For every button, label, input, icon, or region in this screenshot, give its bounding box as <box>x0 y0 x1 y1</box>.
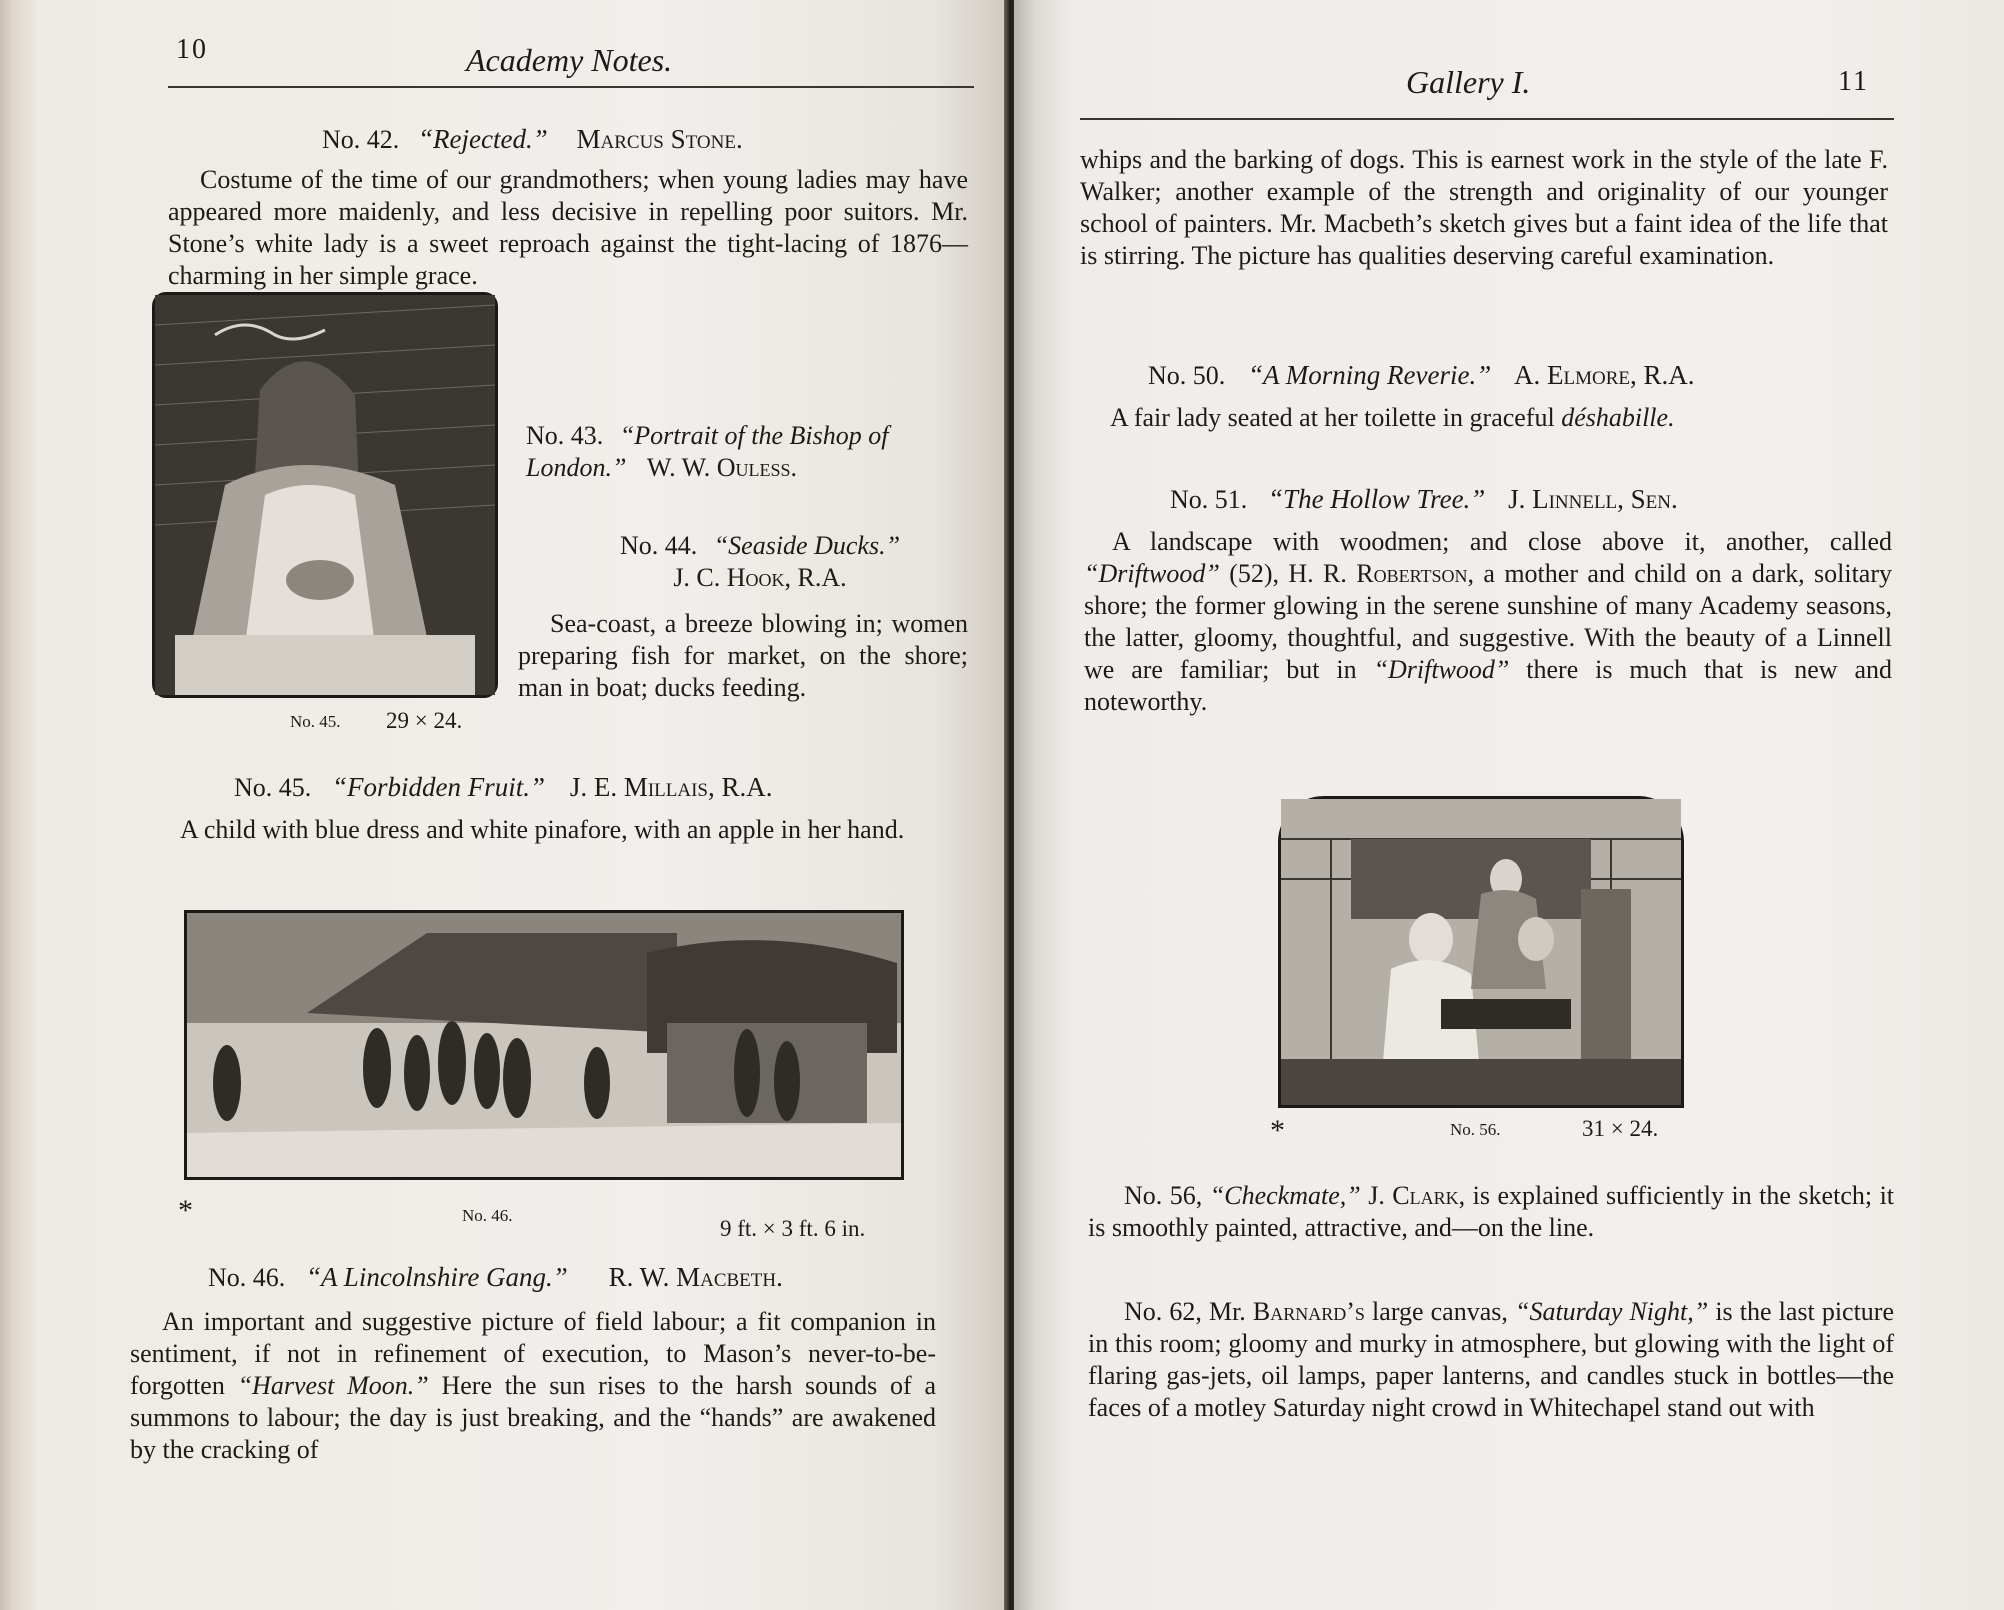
header-rule <box>1080 118 1894 120</box>
right-page <box>1014 0 2004 1610</box>
entry-artist: J. E. Millais, R.A. <box>569 772 773 802</box>
entry-46-heading <box>208 1262 783 1293</box>
entry-46-italic-title: “Harvest Moon.” <box>237 1371 429 1400</box>
entry-51-text-part: (52), H. R. <box>1219 559 1357 588</box>
entry-62-text-part: large canvas, <box>1364 1297 1515 1326</box>
entry-number: No. 50. <box>1148 361 1226 390</box>
entry-number: No. 46. <box>208 1263 286 1292</box>
engraving-chess-players-icon <box>1281 799 1681 1105</box>
entry-51-text-part: there is much that is new and noteworthy. <box>1084 655 1892 716</box>
entry-artist: R. W. Macbeth. <box>608 1262 783 1292</box>
entry-50-italic-word: déshabille. <box>1561 403 1675 432</box>
entry-45-text: A child with blue dress and white pinafore, with an apple in her hand. <box>180 815 905 844</box>
illustration-forbidden-fruit <box>152 292 498 698</box>
entry-title: “Rejected.” <box>418 124 548 154</box>
page-number: 10 <box>176 34 208 65</box>
entry-artist: J. Linnell, Sen. <box>1508 484 1678 514</box>
entry-title: “A Lincolnshire Gang.” <box>306 1262 568 1292</box>
entry-43-heading <box>526 420 966 484</box>
figure-56-caption: No. 56. <box>1450 1120 1501 1139</box>
entry-title: “Forbidden Fruit.” <box>332 772 546 802</box>
entry-50-heading <box>1148 360 1695 391</box>
illustration-lincolnshire-gang <box>184 910 904 1180</box>
entry-51-text-part: , a mother and child on a dark, solitary shore; the former glowing in the serene sunshine of many Academy seasons, the latter, gloomy, thoughtful, and suggestive. With the beauty of a Linnell we are familiar; but in <box>1084 559 1892 684</box>
figure-45-dimensions: 29 × 24. <box>386 708 463 733</box>
entry-42-text: Costume of the time of our grandmothers; when young ladies may have appeared more maidenly, and less decisive in repelling poor suitors. Mr. Stone’s white lady is a sweet reproach against the tight-lacing of 1876—charming in her simple grace. <box>168 165 968 290</box>
entry-51-text-part: A landscape with woodmen; and close above it, another, called <box>1112 527 1892 556</box>
entry-title: “Portrait of the Bishop of London.” <box>526 421 889 482</box>
entry-51-text <box>1084 526 1892 718</box>
running-head: Gallery I. <box>1406 64 1531 100</box>
entry-51-artist-name: Robertson <box>1356 559 1468 588</box>
entry-artist: Marcus Stone. <box>576 124 743 154</box>
running-head: Academy Notes. <box>466 42 673 78</box>
entry-artist: Barnard’s <box>1252 1297 1365 1326</box>
entry-56-body: is explained sufficiently in the sketch; it is smoothly painted, attractive, and—on the line. <box>1088 1181 1895 1242</box>
entry-46-text-part: An important and suggestive picture of field labour; a fit companion in sentiment, if not in refinement of execution, to Mason’s never-to-be-forgotten <box>130 1307 936 1400</box>
entry-50-text-part: A fair lady seated at her toilette in graceful <box>1110 403 1562 432</box>
entry-62-body: is the last picture in this room; gloomy and murky in atmosphere, but glowing with the light of flaring gas-jets, oil lamps, paper lanterns, and candles stuck in bottles—the faces of a motley Saturday night crowd in Whitechapel stand out with <box>1088 1297 1895 1422</box>
entry-62-lead: No. 62, Mr. <box>1124 1297 1253 1326</box>
entry-number: No. 56, <box>1124 1181 1203 1210</box>
entry-46-text-part: Here the sun rises to the harsh sounds of a summons to labour; the day is just breaking, and the “hands” are awakened by the cracking of <box>130 1371 936 1464</box>
continuation-text: whips and the barking of dogs. This is earnest work in the style of the late F. Walker; another example of the strength and originality of our younger school of painters. Mr. Macbeth’s sketch gives but a faint idea of the life that is stirring. The picture has qualities deserving careful examination. <box>1080 145 1888 270</box>
entry-artist: A. Elmore, R.A. <box>1514 360 1695 390</box>
entry-title: “The Hollow Tree.” <box>1268 484 1486 514</box>
engraving-girl-icon <box>155 295 495 695</box>
header-rule <box>168 86 974 88</box>
figure-56-dimensions: 31 × 24. <box>1582 1116 1659 1141</box>
entry-50-text <box>1110 402 1890 434</box>
asterisk-mark: * <box>1270 1114 1285 1147</box>
entry-title: “Checkmate,” <box>1209 1181 1361 1210</box>
entry-number: No. 44. <box>619 531 698 560</box>
asterisk-mark: * <box>178 1194 193 1227</box>
entry-number: No. 45. <box>234 773 312 802</box>
entry-42-continued-spacer <box>526 266 968 378</box>
illustration-checkmate <box>1278 796 1684 1108</box>
entry-62-text <box>1088 1296 1894 1424</box>
entry-number: No. 42. <box>322 125 400 154</box>
entry-title: “Seaside Ducks.” <box>713 531 901 560</box>
figure-46-caption: No. 46. <box>462 1206 513 1225</box>
entry-42-heading <box>322 124 743 155</box>
entry-artist: J. Clark, <box>1368 1181 1466 1210</box>
entry-45-heading <box>234 772 772 803</box>
entry-number: No. 51. <box>1170 485 1248 514</box>
entry-51-heading <box>1170 484 1678 515</box>
page-number: 11 <box>1838 66 1869 97</box>
entry-number: No. 43. <box>526 421 604 450</box>
entry-51-italic-title: “Driftwood” <box>1084 559 1220 588</box>
entry-51-italic-title: “Driftwood” <box>1373 655 1510 684</box>
entry-44-text: Sea-coast, a breeze blowing in; women preparing fish for market, on the shore; man in boat; ducks feeding. <box>518 609 968 702</box>
figure-46-dimensions: 9 ft. × 3 ft. 6 in. <box>720 1216 866 1241</box>
entry-44-heading <box>560 530 960 594</box>
entry-title: “Saturday Night,” <box>1514 1297 1709 1326</box>
engraving-field-workers-icon <box>187 913 901 1177</box>
figure-45-caption: No. 45. <box>290 712 341 731</box>
entry-56-text <box>1088 1180 1894 1244</box>
entry-title: “A Morning Reverie.” <box>1248 360 1492 390</box>
entry-46-text <box>130 1306 936 1498</box>
entry-artist: W. W. Ouless. <box>646 453 798 482</box>
entry-artist: J. C. Hook, R.A. <box>673 563 847 592</box>
